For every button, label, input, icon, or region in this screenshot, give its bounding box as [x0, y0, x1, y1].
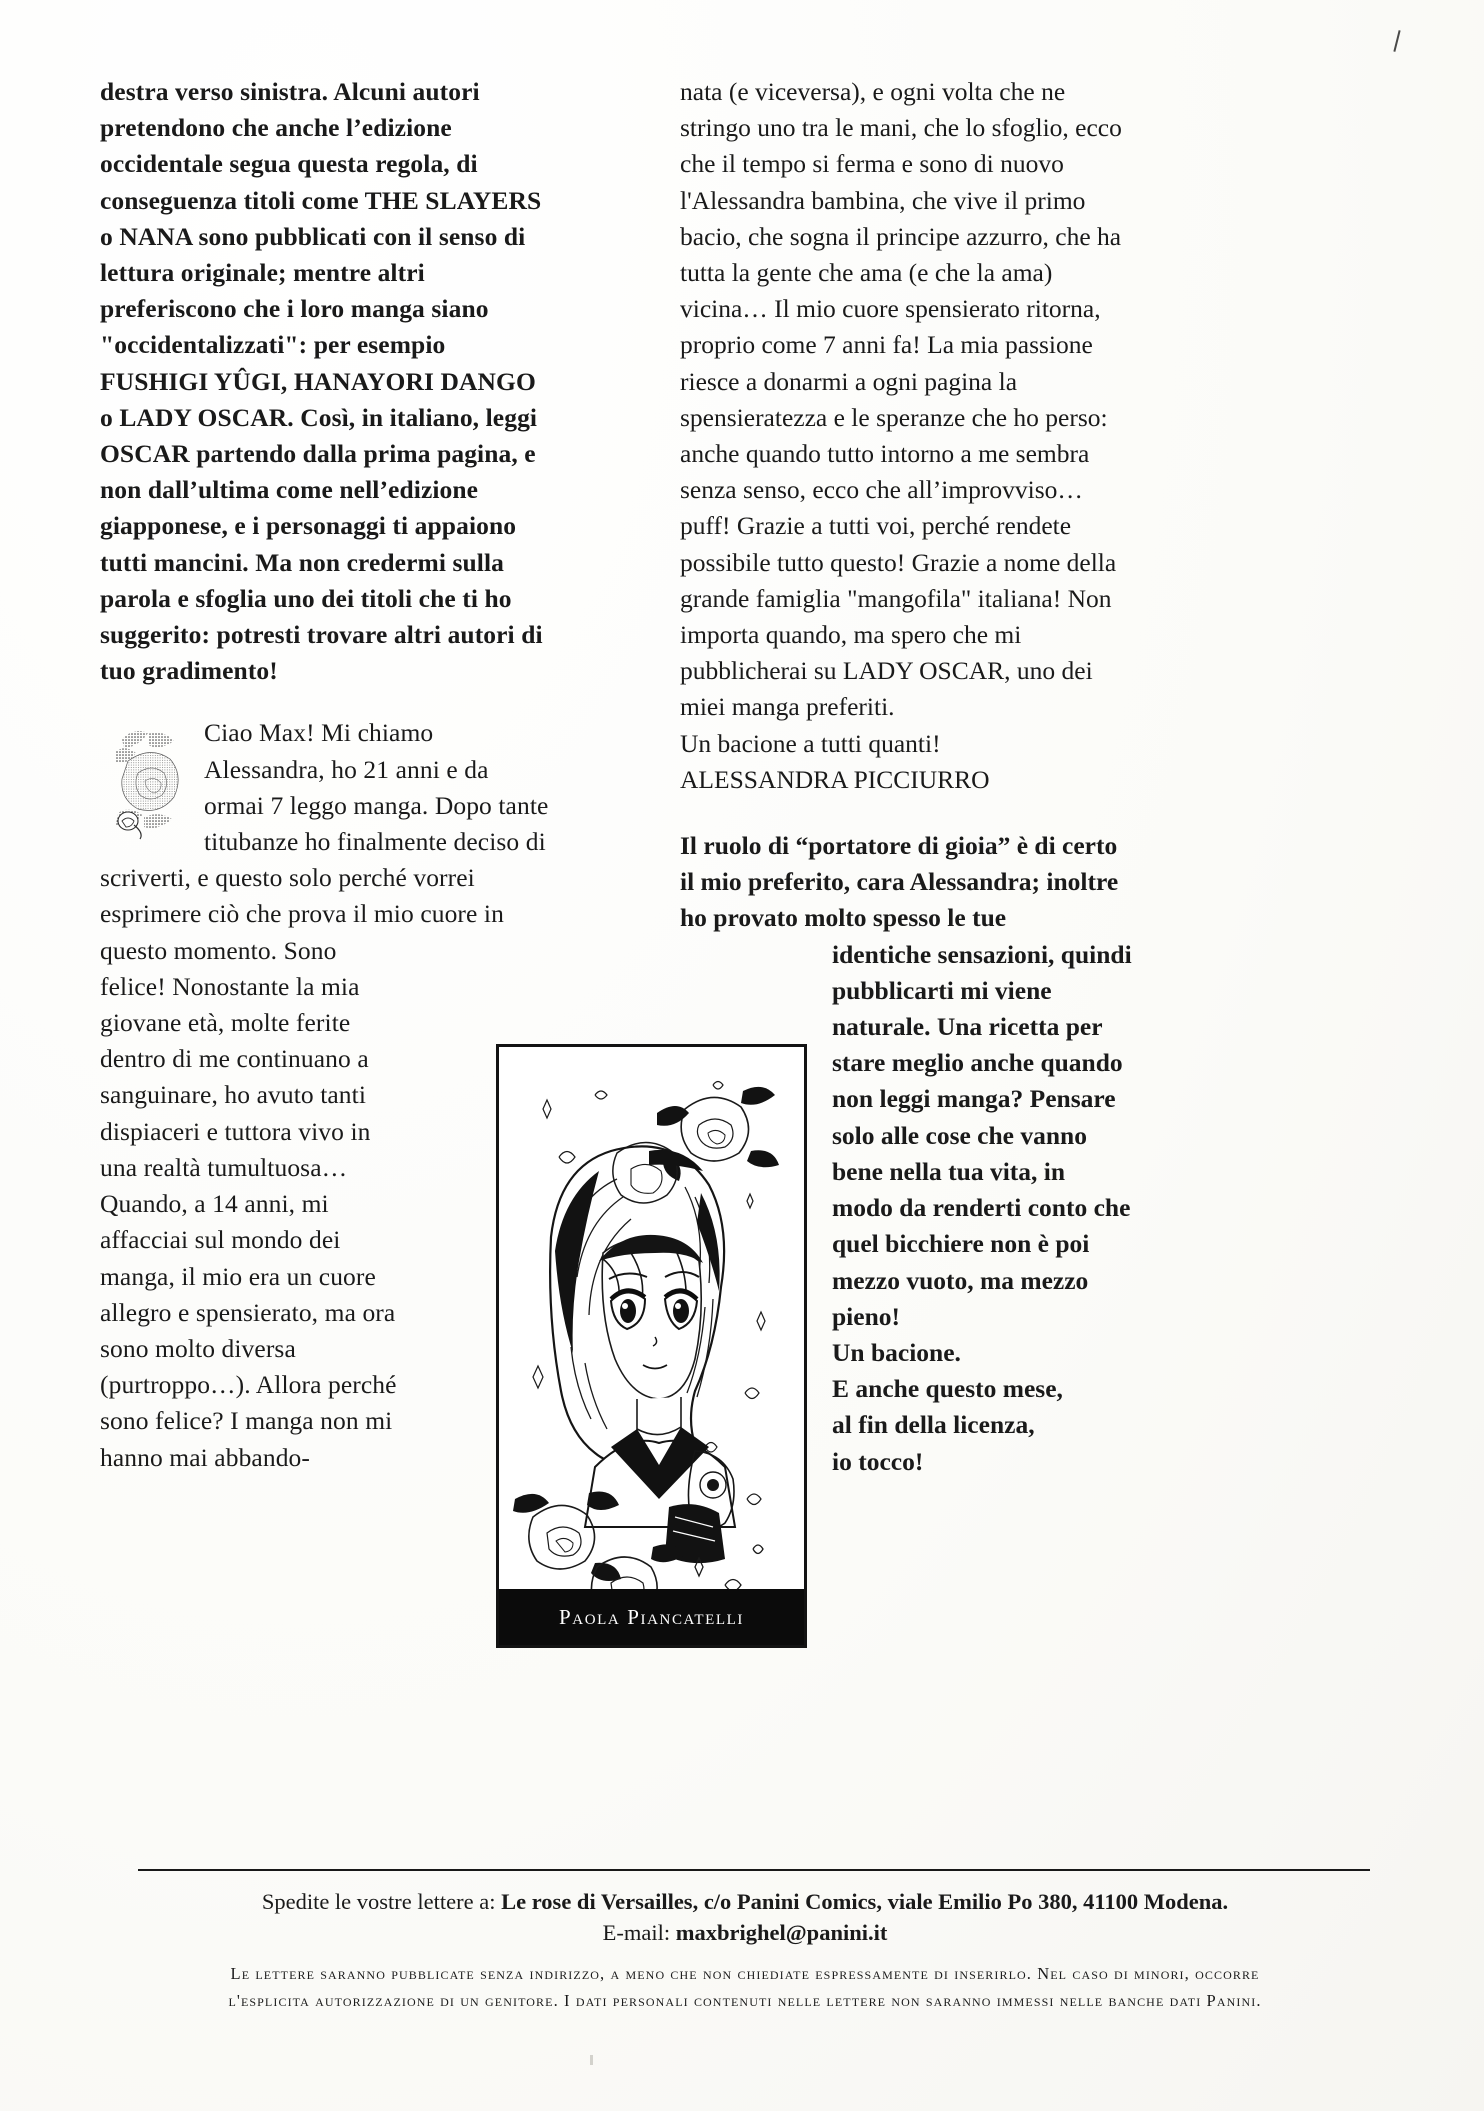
editor-reply-part-1: Il ruolo di “portatore di gioia” è di certo il mio preferito, cara Alessandra; inoltre ho provato molto spesso le tue: [680, 831, 1119, 933]
left-column: [100, 74, 552, 1476]
footer-fineprint: [100, 1960, 1390, 2014]
editor-reply-part-5: al fin della licenza,: [832, 1410, 1035, 1440]
illustration-artwork: [499, 1047, 804, 1645]
rose-ornament: [104, 721, 196, 846]
footer-address-prefix: Spedite le vostre lettere a:: [261, 1889, 502, 1914]
reader-letter-part-1: Ciao Max! Mi chiamo Alessandra, ho 21 anni e da ormai 7 leggo manga. Dopo tante titubanze ho finalmente deciso di: [204, 718, 549, 857]
reader-letter-part-3: questo momento. Sono felice! Nonostante la mia giovane età, molte ferite dentro di me continuano a sanguinare, ho avuto tanti dispiaceri e tuttora vivo in una realtà tumultuosa… Quando, a 14 anni, mi affacciai sul mondo dei manga, il mio era un cuore allegro e spensierato, ma ora sono molto diversa (purtroppo…). Allora perché sono felice? I manga non mi hanno mai abbando-: [100, 935, 397, 1472]
footer-email-line: [100, 1917, 1390, 1948]
editor-reply-part-6: io tocco!: [832, 1446, 924, 1476]
footer-address-line: [100, 1886, 1390, 1917]
reader-letter-signature: ALESSANDRA PICCIURRO: [680, 764, 990, 794]
editor-reply-part-3: Un bacione.: [832, 1337, 961, 1367]
reader-letter-closing: Un bacione a tutti quanti!: [680, 728, 941, 758]
reader-letter-part-2: scriverti, e questo solo perché vorrei esprimere ciò che prova il mio cuore in: [100, 863, 504, 929]
reader-letter-part-4: nata (e viceversa), e ogni volta che ne stringo uno tra le mani, che lo sfoglio, ecco che il tempo si ferma e sono di nuovo l'Alessandra bambina, che vive il primo bacio, che sogna il principe azzurro, che ha tutta la gente che ama (e che la ama) vicina… Il mio cuore spensierato ritorna, proprio come 7 anni fa! La mia passione riesce a donarmi a ogni pagina la spensieratezza e le speranze che ho perso: anche quando tutto intorno a me sembra senza senso, ecco che all’improvviso… puff! Grazie a tutti voi, perché rendete possibile tutto questo! Grazie a nome della grande famiglia "mangofila" italiana! Non importa quando, ma spero che mi pubblicherai su LADY OSCAR, uno dei miei manga preferiti.: [680, 77, 1122, 722]
footer-divider: [138, 1869, 1370, 1871]
reader-letter-block: [100, 715, 552, 1475]
illustration-frame: [496, 1044, 807, 1648]
editor-reply-part-2: identiche sensazioni, quindi pubblicarti mi viene naturale. Una ricetta per stare meglio anche quando non leggi manga? Pensare solo alle cose che vanno bene nella tua vita, in modo da renderti conto che quel bicchiere non è poi mezzo vuoto, ma mezzo pieno!: [832, 939, 1132, 1331]
editor-reply-part-4: E anche questo mese,: [832, 1374, 1063, 1404]
footer: [100, 1886, 1390, 2014]
illustration-caption: Paola Piancatelli: [499, 1589, 804, 1645]
footer-email-prefix: E-mail:: [602, 1920, 676, 1945]
footer-fineprint-line-2: l'esplicita autorizzazione di un genitore. I dati personali contenuti nelle lettere non saranno immessi nelle banche dati Panini.: [228, 1991, 1262, 2010]
editorial-intro-paragraph: destra verso sinistra. Alcuni autori pretendono che anche l’edizione occidentale segua questa regola, di conseguenza titoli come THE SLAYERS o NANA sono pubblicati con il senso di lettura originale; mentre altri preferiscono che i loro manga siano "occidentalizzati": per esempio FUSHIGI YÛGI, HANAYORI DANGO o LADY OSCAR. Così, in italiano, leggi OSCAR partendo dalla prima pagina, e non dall’ultima come nell’edizione giapponese, e i personaggi ti appaiono tutti mancini. Ma non credermi sulla parola e sfoglia uno dei titoli che ti ho suggerito: potresti trovare altri autori di tuo gradimento!: [100, 77, 543, 686]
scan-artifact: [590, 2055, 593, 2065]
manga-portrait-illustration: [499, 1047, 798, 1639]
rose-icon: [104, 721, 196, 846]
footer-email-value[interactable]: maxbrighel@panini.it: [675, 1920, 888, 1945]
footer-address-value: Le rose di Versailles, c/o Panini Comics, viale Emilio Po 380, 41100 Modena.: [501, 1889, 1229, 1914]
footer-fineprint-line-1: Le lettere saranno pubblicate senza indirizzo, a meno che non chiediate espressamente di inserirlo. Nel caso di minori, occorre: [230, 1964, 1260, 1983]
